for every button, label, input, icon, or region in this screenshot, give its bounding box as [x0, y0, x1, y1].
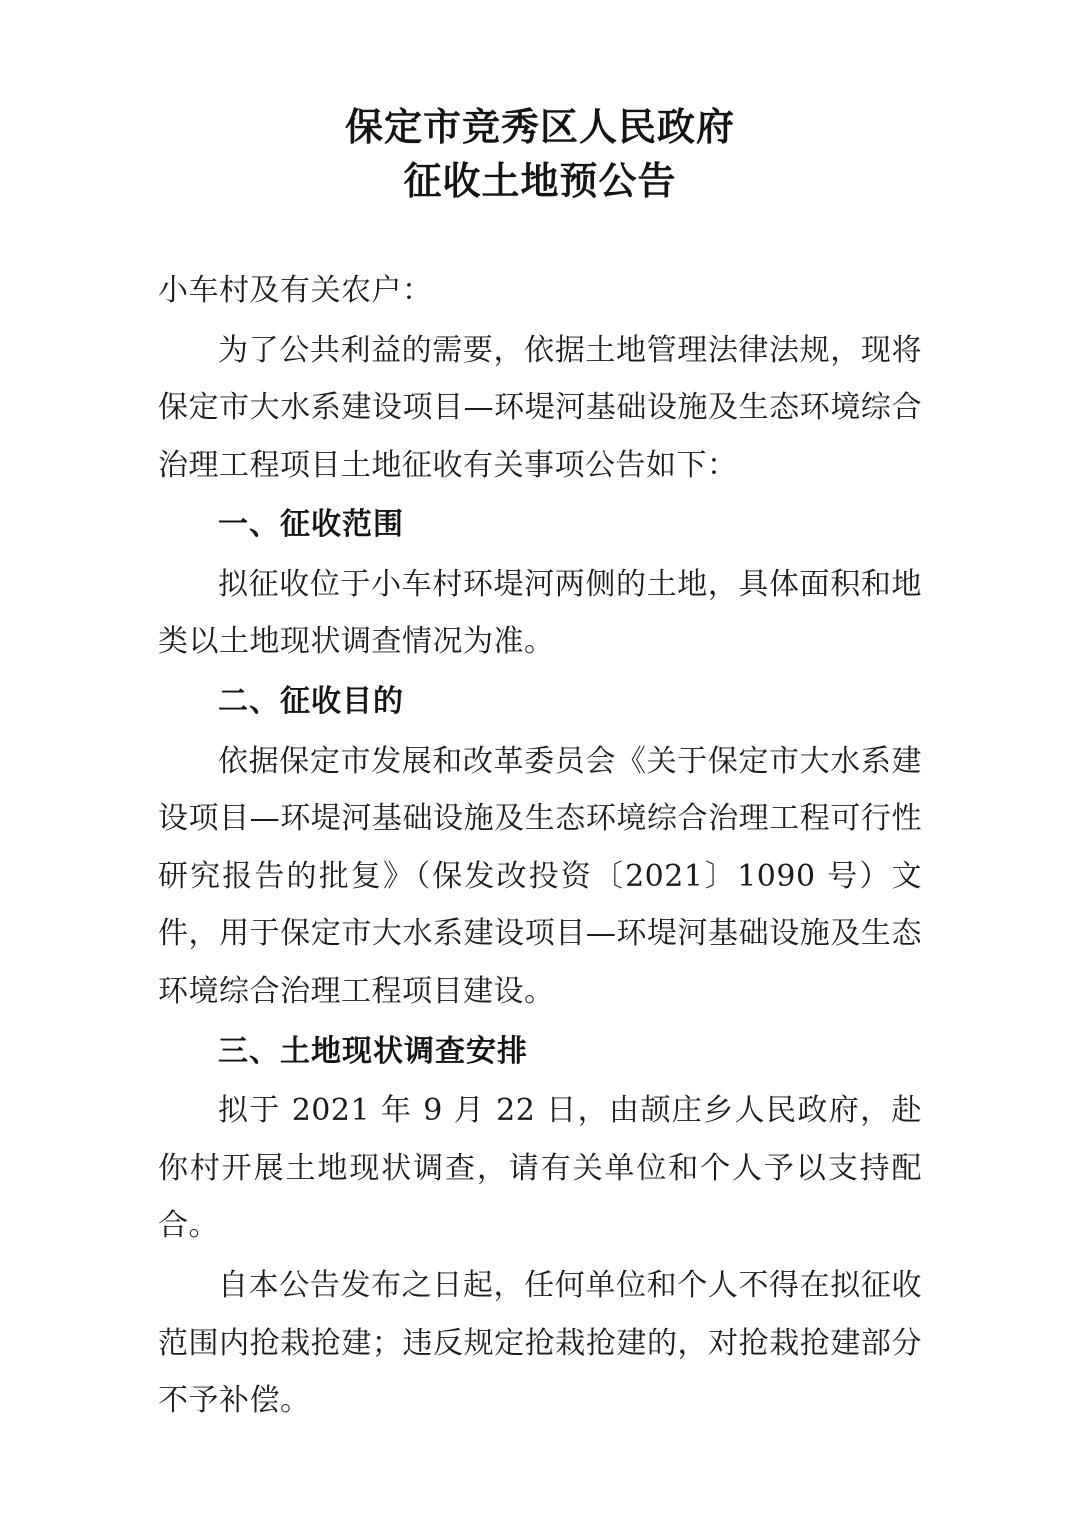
section-heading-2: 二、征收目的 — [218, 684, 404, 720]
page-title-line-2: 征收土地预公告 — [403, 157, 677, 203]
section-heading-3: 三、土地现状调查安排 — [218, 1033, 528, 1069]
section-3-paragraph-2: 自本公告发布之日起，任何单位和个人不得在拟征收范围内抢栽抢建；违反规定抢栽抢建的，对抢栽抢建部分不予补偿。 — [158, 1268, 922, 1419]
document-body — [158, 262, 922, 1430]
section-3-paragraph-1: 拟于 2021 年 9 月 22 日，由颉庄乡人民政府，赴你村开展土地现状调查，请有关单位和个人予以支持配合。 — [158, 1093, 922, 1244]
page-title — [158, 100, 922, 208]
section-1-paragraph-1: 拟征收位于小车村环堤河两侧的土地，具体面积和地类以土地现状调查情况为准。 — [158, 566, 922, 660]
section-2-paragraph-1: 依据保定市发展和改革委员会《关于保定市大水系建设项目—环堤河基础设施及生态环境综合治理工程可行性研究报告的批复》（保发改投资〔2021〕1090 号）文件，用于保定市大水系建设项目—环堤河基础设施及生态环境综合治理工程项目建设。 — [158, 743, 922, 1010]
page-title-line-1: 保定市竞秀区人民政府 — [344, 104, 735, 149]
intro-paragraph: 为了公共利益的需要，依据土地管理法律法规，现将保定市大水系建设项目—环堤河基础设施及生态环境综合治理工程项目土地征收有关事项公告如下： — [158, 332, 922, 483]
addressee: 小车村及有关农户： — [158, 272, 433, 308]
section-heading-1: 一、征收范围 — [218, 507, 404, 543]
